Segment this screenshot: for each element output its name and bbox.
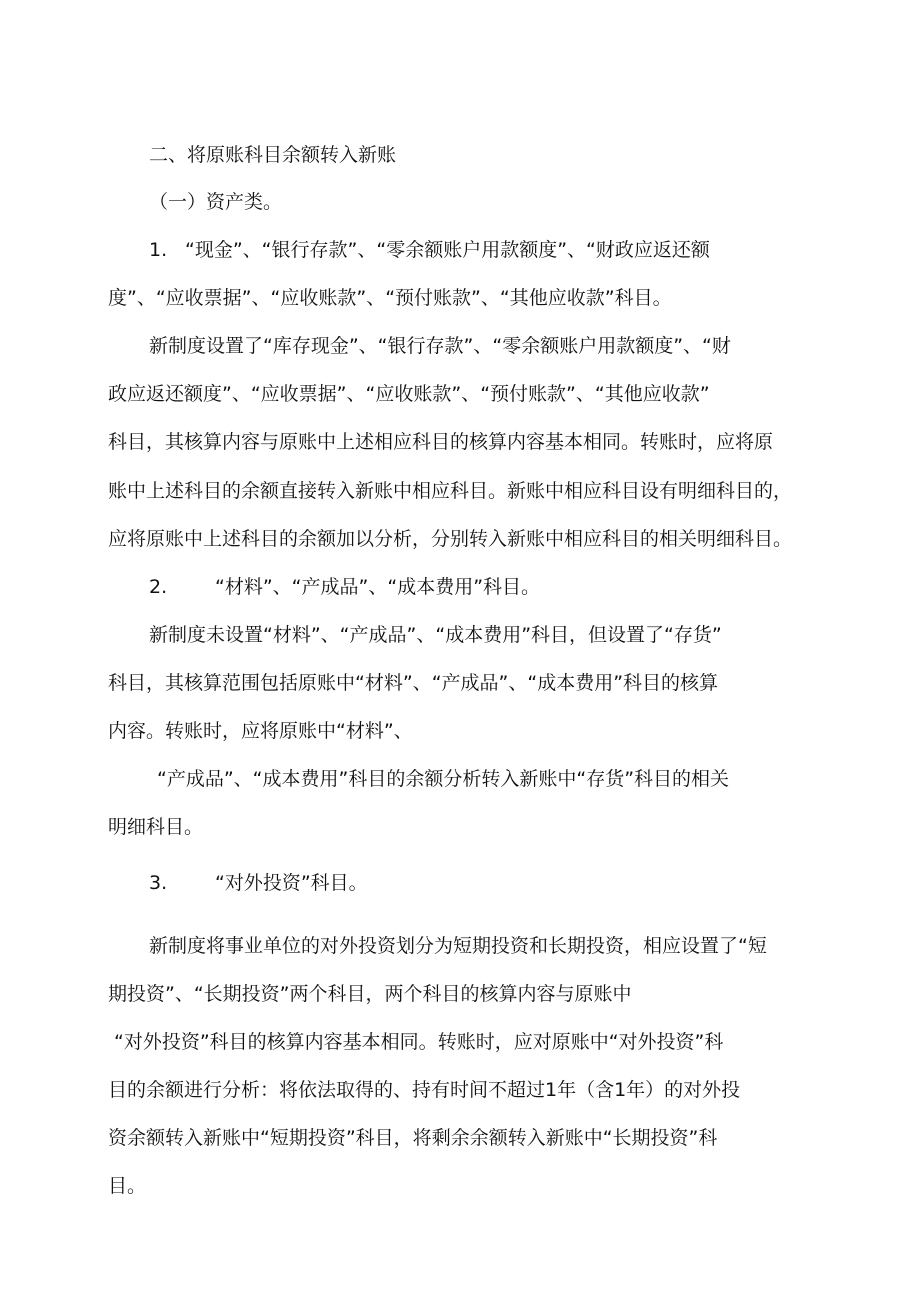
- para-2-line-4: “产成品”、“成本费用”科目的余额分析转入新账中“存货”科目的相关: [157, 768, 730, 790]
- para-1-line-5: 应将原账中上述科目的余额加以分析，分别转入新账中相应科目的相关明细科目。: [108, 528, 793, 550]
- para-3-line-1: 新制度将事业单位的对外投资划分为短期投资和长期投资，相应设置了“短: [149, 935, 767, 957]
- item-3-heading: [149, 870, 368, 896]
- para-3-line-3: “对外投资”科目的核算内容基本相同。转账时，应对原账中“对外投资”科: [114, 1031, 724, 1053]
- para-2-line-2: 科目，其核算范围包括原账中“材料”、“产成品”、“成本费用”科目的核算: [108, 672, 719, 694]
- item-1-text: “现金”、“银行存款”、“零余额账户用款额度”、“财政应返还额: [185, 239, 710, 261]
- para-1-line-1: 新制度设置了“库存现金”、“银行存款”、“零余额账户用款额度”、“财: [149, 335, 731, 357]
- para-1-line-4: 账中上述科目的余额直接转入新账中相应科目。新账中相应科目设有明细科目的，: [108, 480, 793, 502]
- item-1-text-cont: 度”、“应收票据”、“应收账款”、“预付账款”、“其他应收款”科目。: [108, 287, 672, 309]
- para-3-line-6: 目。: [108, 1175, 147, 1197]
- item-1-number: 1.: [149, 239, 168, 261]
- para-3-line-2: 期投资”、“长期投资”两个科目，两个科目的核算内容与原账中: [108, 983, 632, 1005]
- item-2-heading: [149, 574, 540, 600]
- item-3-text: “对外投资”科目。: [215, 872, 368, 894]
- item-2-number: 2.: [149, 576, 168, 598]
- item-3-number: 3.: [149, 872, 168, 894]
- para-1-line-3: 科目，其核算内容与原账中上述相应科目的核算内容基本相同。转账时，应将原: [108, 431, 774, 453]
- para-2-line-1: 新制度未设置“材料”、“产成品”、“成本费用”科目，但设置了“存货”: [149, 624, 722, 646]
- para-1-line-2: 政应返还额度”、“应收票据”、“应收账款”、“预付账款”、“其他应收款”: [108, 383, 710, 405]
- item-1-heading: [149, 237, 710, 263]
- section-heading: 二、将原账科目余额转入新账: [149, 144, 397, 166]
- para-2-line-3: 内容。转账时，应将原账中“材料”、: [108, 720, 413, 742]
- para-3-line-4: 目的余额进行分析：将依法取得的、持有时间不超过1年（含1年）的对外投: [108, 1079, 741, 1101]
- subsection-heading: （一）资产类。: [149, 191, 283, 213]
- item-2-text: “材料”、“产成品”、“成本费用”科目。: [215, 576, 541, 598]
- para-2-line-5: 明细科目。: [108, 816, 204, 838]
- para-3-line-5: 资余额转入新账中“短期投资”科目，将剩余余额转入新账中“长期投资”科: [108, 1127, 718, 1149]
